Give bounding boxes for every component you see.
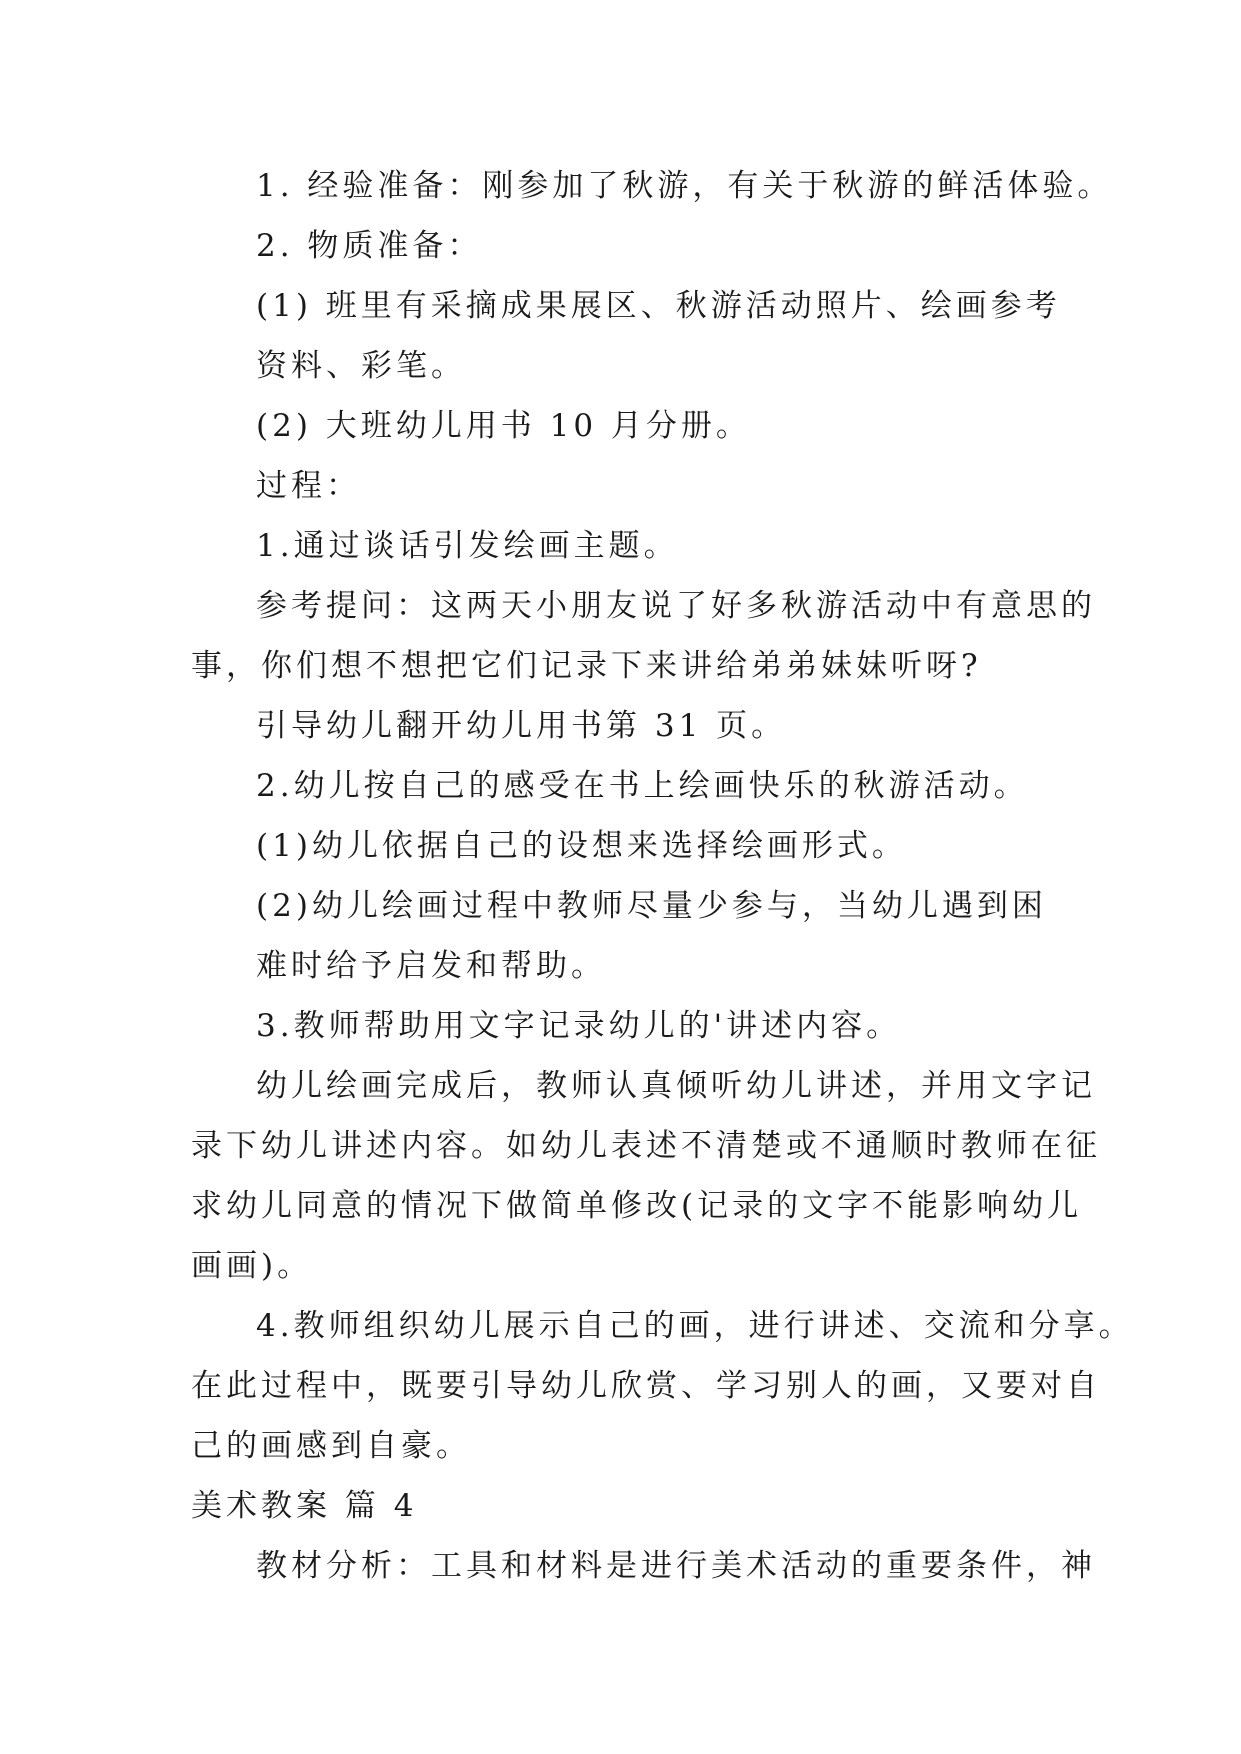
step-1-heading: 1.通过谈话引发绘画主题。 bbox=[256, 528, 679, 564]
prep-materials-heading: 2. 物质准备： bbox=[256, 228, 483, 264]
materials-item-1-line-1: (1) 班里有采摘成果展区、秋游活动照片、绘画参考 bbox=[256, 288, 1061, 324]
material-analysis-line: 教材分析：工具和材料是进行美术活动的重要条件，神 bbox=[256, 1548, 1096, 1584]
materials-item-2: (2) 大班幼儿用书 10 月分册。 bbox=[256, 408, 751, 444]
reference-question-line-1: 参考提问：这两天小朋友说了好多秋游活动中有意思的 bbox=[256, 588, 1096, 624]
prep-experience-line: 1. 经验准备：刚参加了秋游，有关于秋游的鲜活体验。 bbox=[256, 168, 1113, 204]
section-title-art-lesson-4: 美术教案 篇 4 bbox=[191, 1488, 418, 1524]
step-4-paragraph-line-2: 在此过程中，既要引导幼儿欣赏、学习别人的画，又要对自 bbox=[191, 1368, 1101, 1404]
step-3-paragraph-line-4: 画画)。 bbox=[191, 1248, 313, 1284]
step-3-paragraph-line-3: 求幼儿同意的情况下做简单修改(记录的文字不能影响幼儿 bbox=[191, 1188, 1083, 1224]
step-2-item-2-line-2: 难时给予启发和帮助。 bbox=[256, 948, 606, 984]
materials-item-1-line-2: 资料、彩笔。 bbox=[256, 348, 466, 384]
step-3-heading: 3.教师帮助用文字记录幼儿的'讲述内容。 bbox=[256, 1008, 902, 1044]
step-4-paragraph-line-3: 己的画感到自豪。 bbox=[191, 1428, 471, 1464]
process-heading: 过程： bbox=[256, 468, 361, 504]
step-2-heading: 2.幼儿按自己的感受在书上绘画快乐的秋游活动。 bbox=[256, 768, 1029, 804]
step-3-paragraph-line-2: 录下幼儿讲述内容。如幼儿表述不清楚或不通顺时教师在征 bbox=[191, 1128, 1101, 1164]
guide-open-book-line: 引导幼儿翻开幼儿用书第 31 页。 bbox=[256, 708, 787, 744]
step-4-paragraph-line-1: 4.教师组织幼儿展示自己的画，进行讲述、交流和分享。 bbox=[256, 1308, 1134, 1344]
step-2-item-2-line-1: (2)幼儿绘画过程中教师尽量少参与，当幼儿遇到困 bbox=[256, 888, 1047, 924]
reference-question-line-2: 事，你们想不想把它们记录下来讲给弟弟妹妹听呀? bbox=[191, 648, 982, 684]
step-3-paragraph-line-1: 幼儿绘画完成后，教师认真倾听幼儿讲述，并用文字记 bbox=[256, 1068, 1096, 1104]
step-2-item-1: (1)幼儿依据自己的设想来选择绘画形式。 bbox=[256, 828, 907, 864]
